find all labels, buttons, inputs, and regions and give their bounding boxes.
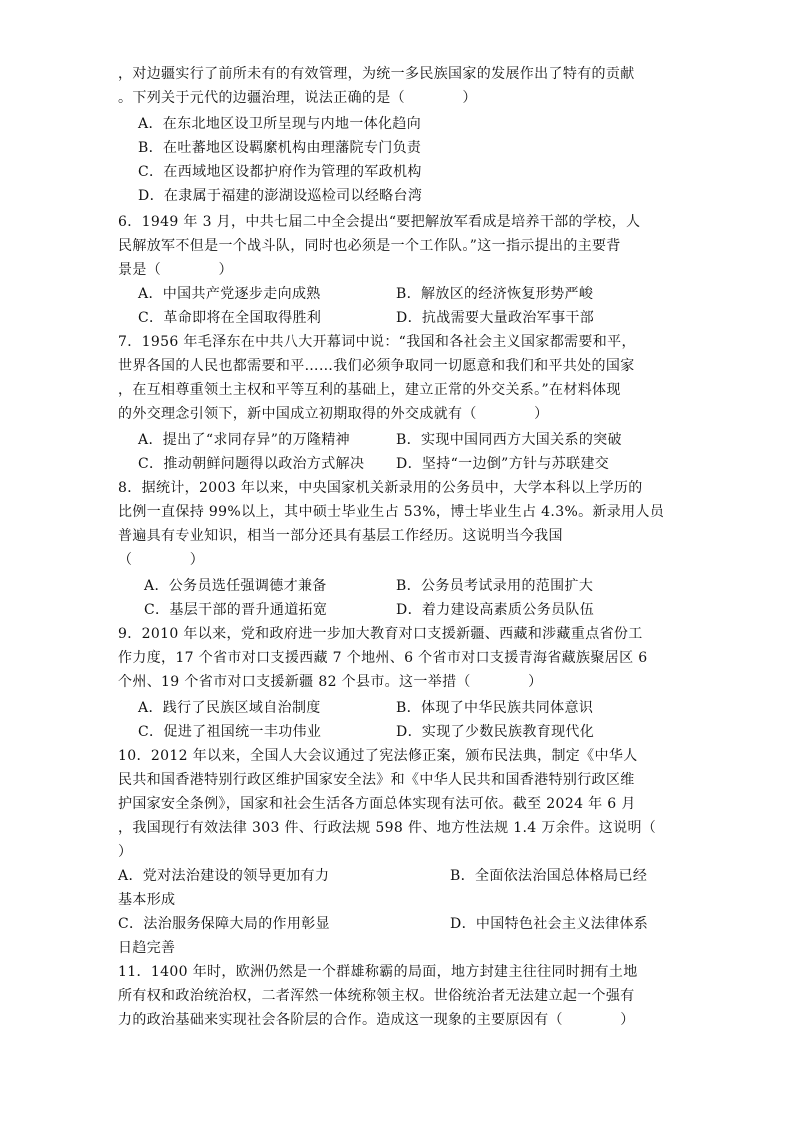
q7-option-b[interactable]: B．实现中国同西方大国关系的突破 [396, 432, 622, 448]
q9-stem-line: 个州、19 个省市对口支援新疆 82 个县市。这一举措（ ） [118, 674, 543, 690]
q6-option-a[interactable]: A．中国共产党逐步走向成熟 [138, 286, 321, 302]
q5-option-c[interactable]: C．在西域地区设都护府作为管理的军政机构 [138, 164, 422, 180]
q7-option-c[interactable]: C．推动朝鲜问题得以政治方式解决 [138, 456, 365, 472]
q7-stem-line: ，在互相尊重领土主权和平等互利的基础上，建立正常的外交关系。”在材料体现 [118, 382, 621, 398]
q10-option-d-continuation: 日趋完善 [118, 940, 176, 956]
q7-option-d[interactable]: D．坚持“一边倒”方针与苏联建交 [396, 456, 610, 472]
q9-option-c[interactable]: C．促进了祖国统一丰功伟业 [138, 724, 322, 740]
q11-stem-line: 11．1400 年时，欧洲仍然是一个群雄称霸的局面，地方封建主往往同时拥有土地 [118, 964, 638, 980]
q10-stem-line: 民共和国香港特别行政区维护国家安全法》和《中华人民共和国香港特别行政区维 [118, 772, 635, 788]
q7-option-a[interactable]: A．提出了“求同存异”的万隆精神 [138, 432, 351, 448]
q7-stem-line: 的外交理念引领下，新中国成立初期取得的外交成就有（ ） [118, 406, 549, 422]
q5-option-d[interactable]: D．在隶属于福建的澎湖设巡检司以经略台湾 [138, 188, 423, 204]
q9-option-a[interactable]: A．践行了民族区域自治制度 [138, 700, 321, 716]
q7-stem-line: 7．1956 年毛泽东在中共八大开幕词中说：“我国和各社会主义国家都需要和平， [118, 334, 636, 350]
q11-stem-line: 所有权和政治统治权，二者浑然一体统称领主权。世俗统治者无法建立起一个强有 [118, 988, 635, 1004]
q8-stem-line: 8．据统计，2003 年以来，中央国家机关新录用的公务员中，大学本科以上学历的 [118, 480, 643, 496]
q8-option-b[interactable]: B．公务员考试录用的范围扩大 [396, 578, 594, 594]
q10-option-d[interactable]: D．中国特色社会主义法律体系 [450, 916, 649, 932]
q6-option-d[interactable]: D．抗战需要大量政治军事干部 [396, 310, 595, 326]
q8-stem-line: （ ） [118, 552, 205, 568]
q6-option-b[interactable]: B．解放区的经济恢复形势严峻 [396, 286, 594, 302]
q10-option-b-continuation: 基本形成 [118, 892, 176, 908]
q5-option-a[interactable]: A．在东北地区设卫所呈现与内地一体化趋向 [138, 116, 422, 132]
q10-stem-line: 护国家安全条例》，国家和社会生活各方面总体实现有法可依。截至 2024 年 6 月 [118, 796, 636, 812]
q10-stem-line: ，我国现行有效法律 303 件、行政法规 598 件、地方性法规 1.4 万余件。这说明（ [118, 820, 657, 836]
q8-stem-line: 普遍具有专业知识，相当一部分还具有基层工作经历。这说明当今我国 [118, 528, 563, 544]
q9-stem-line: 作力度，17 个省市对口支援西藏 7 个地州、6 个省市对口支援青海省藏族聚居区 6 [118, 650, 648, 666]
q11-stem-line: 力的政治基础来实现社会各阶层的合作。造成这一现象的主要原因有（ ） [118, 1012, 635, 1028]
q5-option-b[interactable]: B．在吐蕃地区设羁縻机构由理藩院专门负责 [138, 140, 422, 156]
q8-option-c[interactable]: C．基层干部的晋升通道拓宽 [144, 602, 328, 618]
q9-option-b[interactable]: B．体现了中华民族共同体意识 [396, 700, 594, 716]
q6-stem-line: 民解放军不但是一个战斗队，同时也必须是一个工作队。”这一指示提出的主要背 [118, 238, 621, 254]
q6-option-c[interactable]: C．革命即将在全国取得胜利 [138, 310, 322, 326]
q5-stem-line: ，对边疆实行了前所未有的有效管理，为统一多民族国家的发展作出了特有的贡献 [118, 66, 635, 82]
q10-option-c[interactable]: C．法治服务保障大局的作用彰显 [118, 916, 330, 932]
q9-option-d[interactable]: D．实现了少数民族教育现代化 [396, 724, 595, 740]
q8-stem-line: 比例一直保持 99%以上，其中硕士毕业生占 53%，博士毕业生占 4.3%。新录用人员 [118, 504, 665, 520]
q6-stem-line: 6．1949 年 3 月，中共七届二中全会提出“要把解放军看成是培养干部的学校，人 [118, 214, 641, 230]
q5-stem-line: 。下列关于元代的边疆治理，说法正确的是（ ） [118, 90, 477, 106]
q10-stem-line: 10．2012 年以来，全国人大会议通过了宪法修正案，颁布民法典，制定《中华人 [118, 748, 638, 764]
q8-option-a[interactable]: A．公务员选任强调德才兼备 [144, 578, 327, 594]
q7-stem-line: 世界各国的人民也都需要和平……我们必须争取同一切愿意和我们和平共处的国家 [118, 358, 635, 374]
q10-stem-line: ） [118, 844, 133, 860]
q8-option-d[interactable]: D．着力建设高素质公务员队伍 [396, 602, 595, 618]
q6-stem-line: 景是（ ） [118, 262, 233, 278]
q9-stem-line: 9．2010 年以来，党和政府进一步加大教育对口支援新疆、西藏和涉藏重点省份工 [118, 626, 643, 642]
q10-option-b[interactable]: B．全面依法治国总体格局已经 [450, 868, 648, 884]
q10-option-a[interactable]: A．党对法治建设的领导更加有力 [118, 868, 330, 884]
